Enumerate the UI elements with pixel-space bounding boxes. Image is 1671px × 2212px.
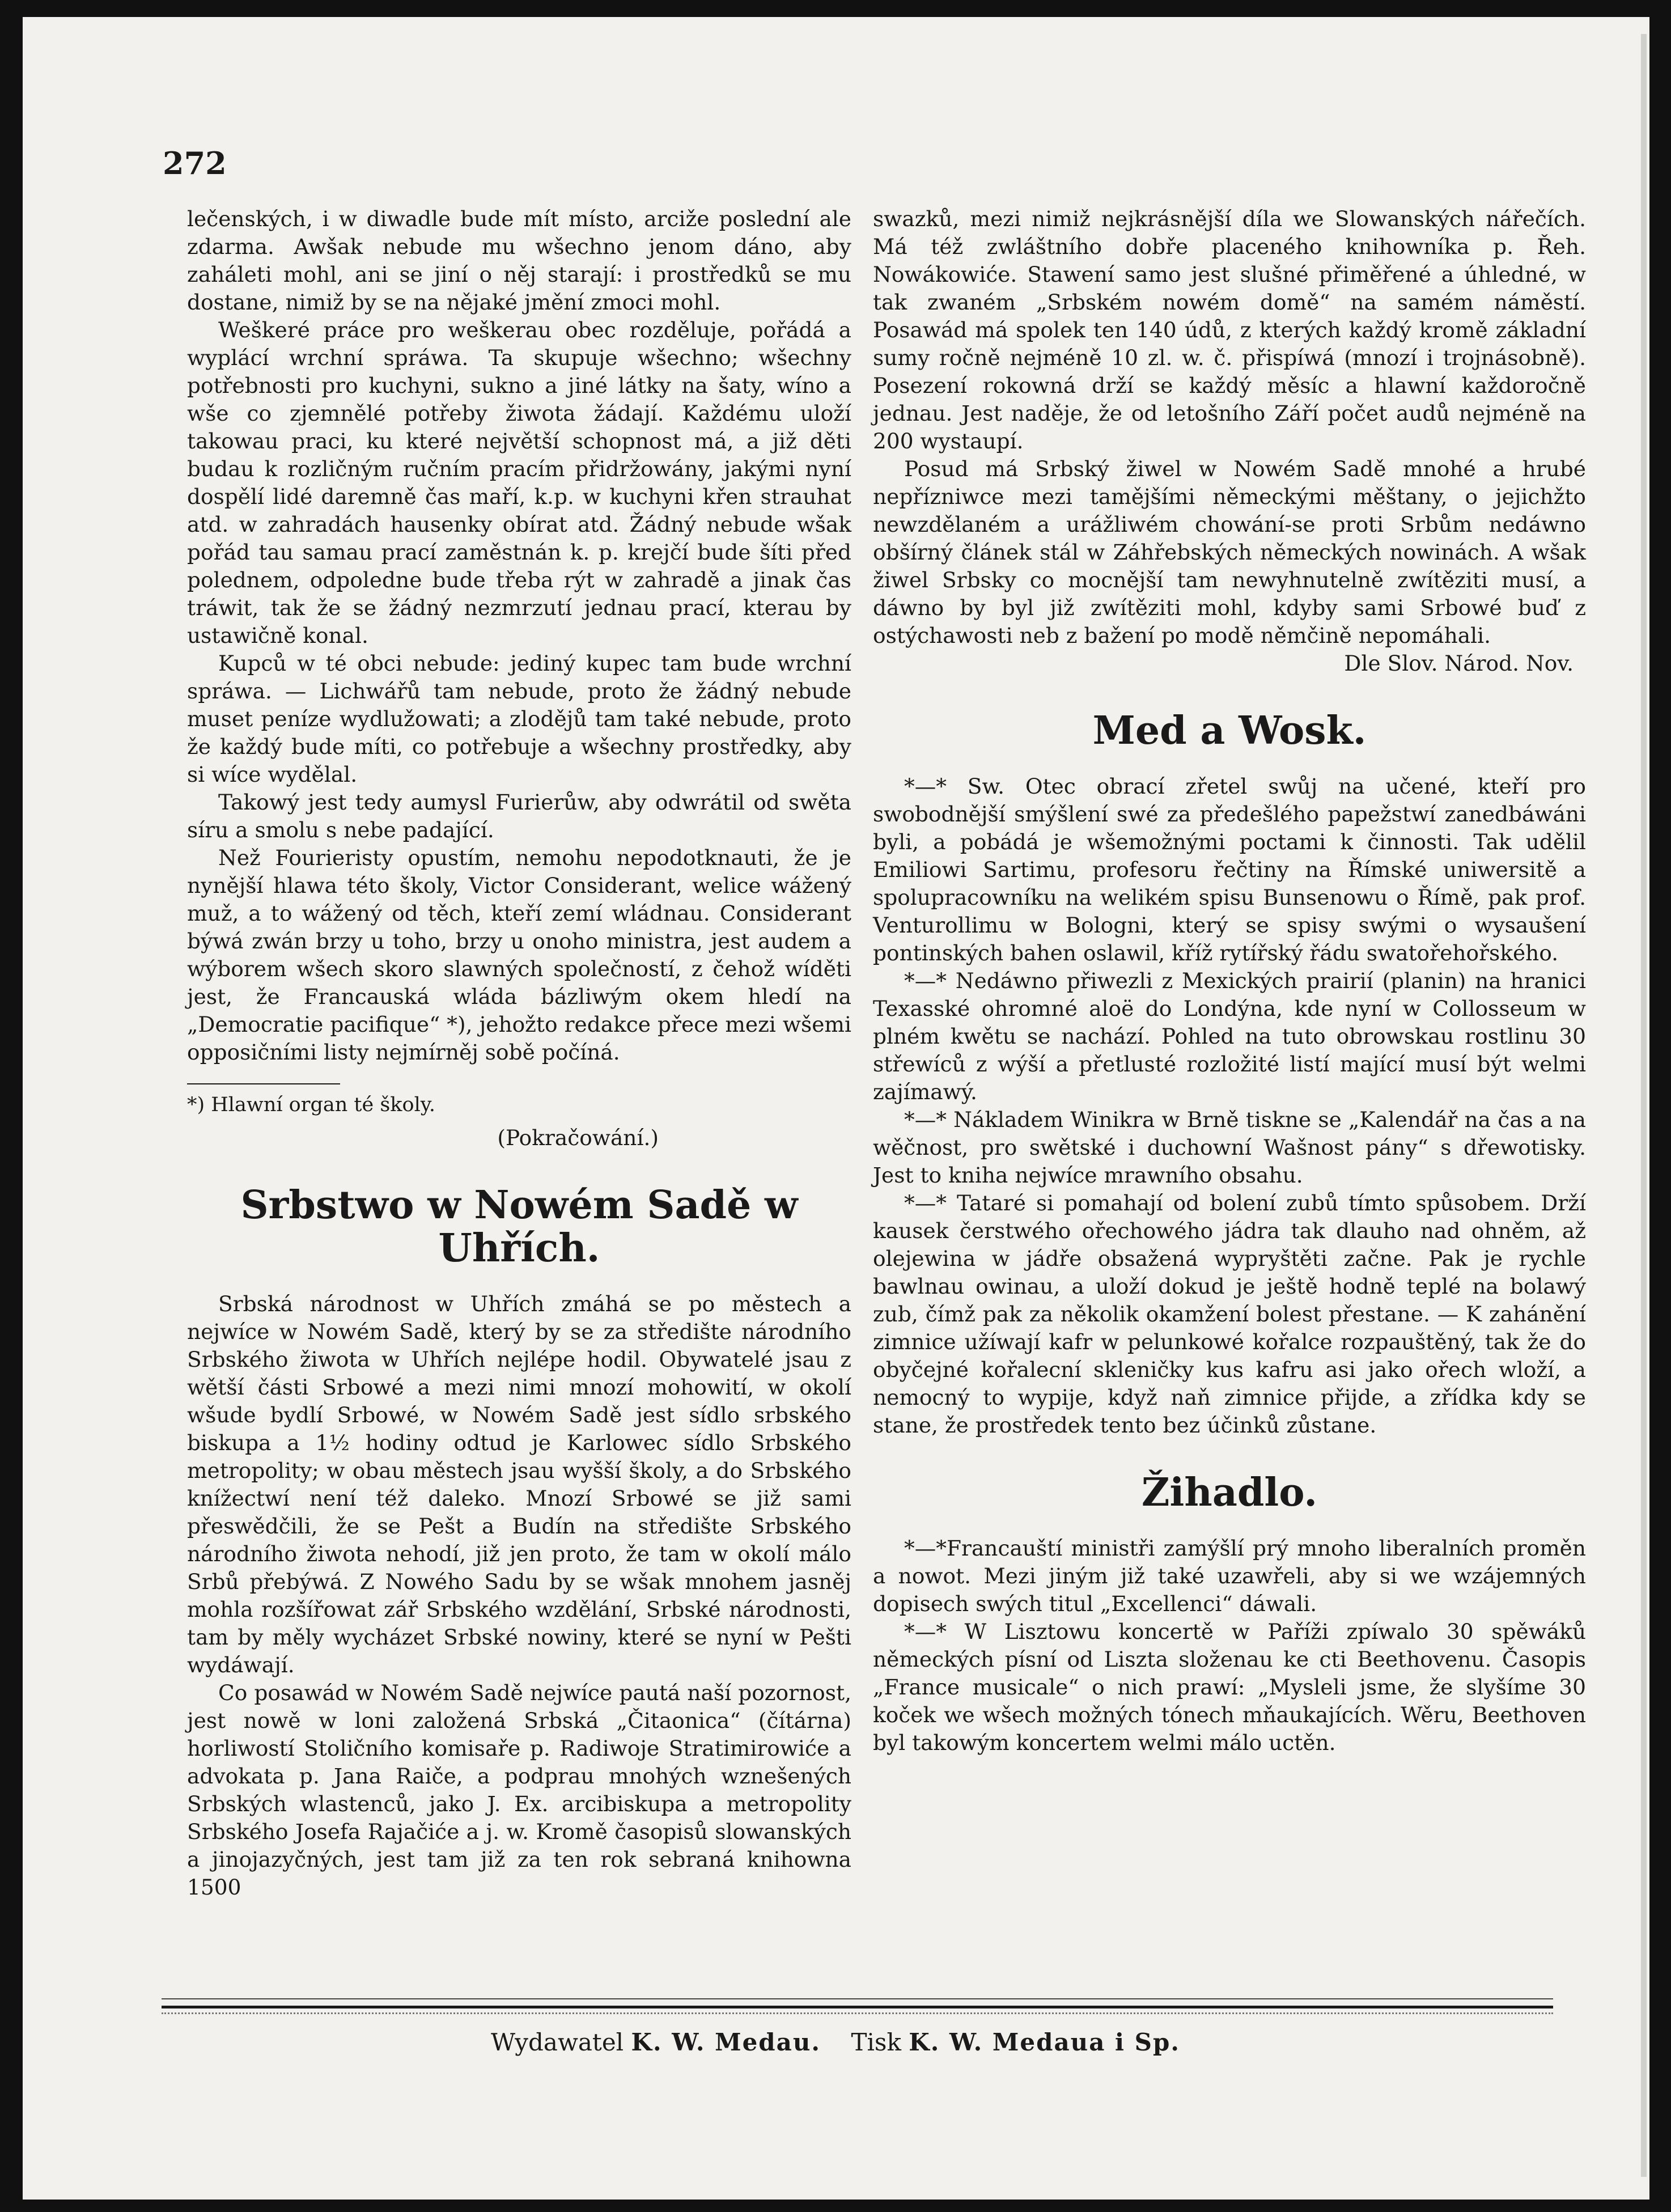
right-column (873, 205, 1586, 1757)
article-heading-zihadlo: Žihadlo. (1141, 1470, 1318, 1515)
continued-note: (Pokračowání.) (497, 1125, 659, 1150)
paragraph: Co posawád w Nowém Sadě nejwíce pautá naší pozornost, jest nowě w loni založená Srbská „Čitaonica“ (čítárna) horliwostí Stoličního komisaře p. Radiwoje Stratimirowiće a advokata p. Jana Raiče, a podprau mnohých wznešených Srbských wlastenců, jako J. Ex. arcibiskupa a metropolity Srbského Josefa Rajačiće a j. w. Kromě časopisů slowanských a jinojazyčných, jest tam již za ten rok sebraná knihowna 1500 (187, 1680, 851, 1900)
left-column (187, 205, 851, 1901)
page-number: 272 (163, 145, 227, 181)
publisher-label: Wydawatel (491, 2028, 624, 2056)
imprint-footer (0, 2028, 1671, 2056)
paragraph: Posud má Srbský žiwel w Nowém Sadě mnohé a hrubé nepřízniwce mezi tamějšími německými měštany, o jejichžto newzdělaném a urážliwém chowání-se proti Srbům nedáwno obšírný článek stál w Záhřebských německých nowinách. A wšak žiwel Srbsky co mocnější tam newyhnutelně zwítěziti musí, a dáwno by byl již zwítěziti mohl, kdyby sami Srbowé buď z ostýchawosti neb z bažení po modě němčině nepomáhali. (873, 456, 1586, 648)
page-edge (1641, 34, 1647, 2177)
publisher-name: K. W. Medau. (631, 2028, 821, 2056)
article-heading-srbstwo: Srbstwo w Nowém Sadě w Uhřích. (240, 1183, 798, 1271)
paragraph: swazků, mezi nimiž nejkrásnější díla we Slowanských nářečích. Má též zwláštního dobře placeného knihowníka p. Řeh. Nowákowiće. Stawení samo jest slušné přiměřené a úhledné, w tak zwaném „Srbském nowém domě“ na samém náměstí. Posawád má spolek ten 140 údů, z kterých každý kromě základní sumy ročně nejméně 10 zl. w. č. přispíwá (mnozí i trojnásobně). Posezení rokowná drží se každý měsíc a hlawní každoročně jednau. Jest naděje, že od letošního Září počet audů nejméně na 200 wystaupí. (873, 206, 1586, 454)
paragraph: Weškeré práce pro weškerau obec rozděluje, pořádá a wyplácí wrchní spráwa. Ta skupuje wšechno; wšechny potřebnosti pro kuchyni, sukno a jiné látky na šaty, wíno a wše co zjemnělé potřeby žiwota žádají. Každému uloží takowau praci, ku které největší schopnost má, a již děti budau k rozličným ručním pracím přidržowány, jakými nyní dospělí lidé daremně čas maří, k.p. w kuchyni křen strauhat atd. w zahradách hausenky obírat atd. Žádný nebude wšak pořád tau samau prací zaměstnán k. p. krejčí bude šíti před polednem, odpoledne bude třeba rýt w zahradě a jinak čas tráwit, tak že se žádný nezmrzutí jednau prací, kterau by ustawičně konal. (187, 317, 851, 648)
news-item: *—*Francauští ministři zamýšlí prý mnoho liberalních proměn a nowot. Mezi jiným již také uzawřeli, aby si we wzájemných dopisech swých titul „Excellenci“ dáwali. (873, 1536, 1586, 1616)
news-item: *—* W Lisztowu koncertě w Paříži zpíwalo 30 spěwáků německých písní od Liszta složenau ke cti Beethovenu. Časopis „France musicale“ o nich prawí: „Mysleli jsme, že slyšíme 30 koček we wšech možných tónech mňaukajících. Wěru, Beethoven byl takowým koncertem welmi málo uctěn. (873, 1619, 1586, 1755)
news-item: *—* Sw. Otec obrací zřetel swůj na učené, kteří pro swobodnější smýšlení swé za předešlého papežstwí zanedbáwáni byli, a pobádá je wšemožnými poctami k činnosti. Tak udělil Emiliowi Sartimu, profesoru řečtiny na Římské uniwersitě a spolupracowníku na welikém spisu Bunsenowu o Římě, pak prof. Venturollimu w Bologni, který se spisy swými o wysaušení pontinských bahen oslawil, kříž rytířský řádu swatořehořského. (873, 774, 1586, 965)
printer-label: Tisk (851, 2028, 901, 2056)
news-item: *—* Nákladem Winikra w Brně tiskne se „Kalendář na čas a na wěčnost, pro swětské i duchowní Wašnost pány“ s dřewotisky. Jest to kniha nejwíce mrawního obsahu. (873, 1107, 1586, 1188)
source-signature: Dle Slov. Národ. Nov. (1344, 651, 1574, 676)
footer-rule-thick (162, 2006, 1553, 2008)
paragraph: Takowý jest tedy aumysl Furierůw, aby odwrátil od swěta síru a smolu s nebe padající. (187, 790, 851, 842)
paragraph: Kupců w té obci nebude: jediný kupec tam bude wrchní spráwa. — Lichwářů tam nebude, proto že žádný nebude muset peníze wydlužowati; a zlodějů tam také nebude, proto že každý bude míti, co potřebuje a wšechny prostředky, aby si wíce wydělal. (187, 651, 851, 787)
paragraph: Než Fourieristy opustím, nemohu nepodotknauti, že je nynější hlawa této školy, Victor Considerant, welice wážený muž, a to wážený od těch, kteří zemí wládnau. Considerant býwá zwán brzy u toho, brzy u onoho ministra, jest audem a wýborem wšech skoro slawných společností, z čehož wíděti jest, že Francauská wláda bázliwým okem hledí na „Democratie pacifique“ *), jehožto redakce přece mezi wšemi opposičními listy nejmírněj sobě počíná. (187, 845, 851, 1065)
paragraph: lečenských, i w diwadle bude mít místo, arciže poslední ale zdarma. Awšak nebude mu wšechno jenom dáno, aby zaháleti mohl, ani se jiní o něj starají: i prostředků se mu dostane, nimiž by se na nějaké jmění zmoci mohl. (187, 206, 851, 315)
paragraph: Srbská národnost w Uhřích zmáhá se po městech a nejwíce w Nowém Sadě, který by se za středište národního Srbského žiwota w Uhřích nejlépe hodil. Obywatelé jsau z wětší části Srbowé a mezi nimi mnozí mohowití, w okolí wšude bydlí Srbowé, w Nowém Sadě jest sídlo srbského biskupa a 1½ hodiny odtud je Karlowec sídlo Srbského metropolity; w obau městech jsau wyšší školy, a do Srbského knížectwí není též daleko. Mnozí Srbowé se již sami přeswědčili, že se Pešt a Budín na středište Srbského národního žiwota nehodí, již jen proto, že tam w okolí málo Srbů přebýwá. Z Nowého Sadu by se wšak mnohem jasněj mohla rozšířowat zář Srbského wzdělání, Srbské národnosti, tam by měly wycházet Srbské nowiny, které se nyní w Pešti wydáwají. (187, 1291, 851, 1677)
news-item: *—* Tataré si pomahají od bolení zubů tímto spůsobem. Drží kausek čerstwého ořechowého jádra tak dlauho nad ohněm, až olejewina w jádře obsažená wypryštěti začne. Pak je rychle bawlnau owinau, a uloží dokud je ještě hodně teplé na bolawý zub, čímž pak za několik okamžení bolest přestane. — K zahánění zimnice užíwají kafr w pelunkowé kořalce rozpauštěný, tak že do obyčejné kořalecní skleničky kus kafru asi jako ořech wloží, a nemocný to wypije, když naň zimnice přijde, a zřídka kdy se stane, že prostředek tento bez účinků zůstane. (873, 1190, 1586, 1438)
footer-rule-thin (162, 1998, 1553, 1999)
article-heading-med-a-wosk: Med a Wosk. (1092, 708, 1367, 753)
news-item: *—* Nedáwno přiwezli z Mexických prairií (planin) na hranici Texasské ohromné aloë do Londýna, kde nyní w Collosseum w plném kwětu se nachází. Pohled na tuto obrowskau rostlinu 30 střewíců z wýší a přetlusté rozložité listí mající musí být welmi zajímawý. (873, 968, 1586, 1104)
footer-dotted-rule (162, 2012, 1553, 2014)
printer-name: K. W. Medaua i Sp. (909, 2028, 1180, 2056)
footnote: *) Hlawní organ té školy. (187, 1094, 436, 1116)
footnote-rule (187, 1083, 340, 1084)
